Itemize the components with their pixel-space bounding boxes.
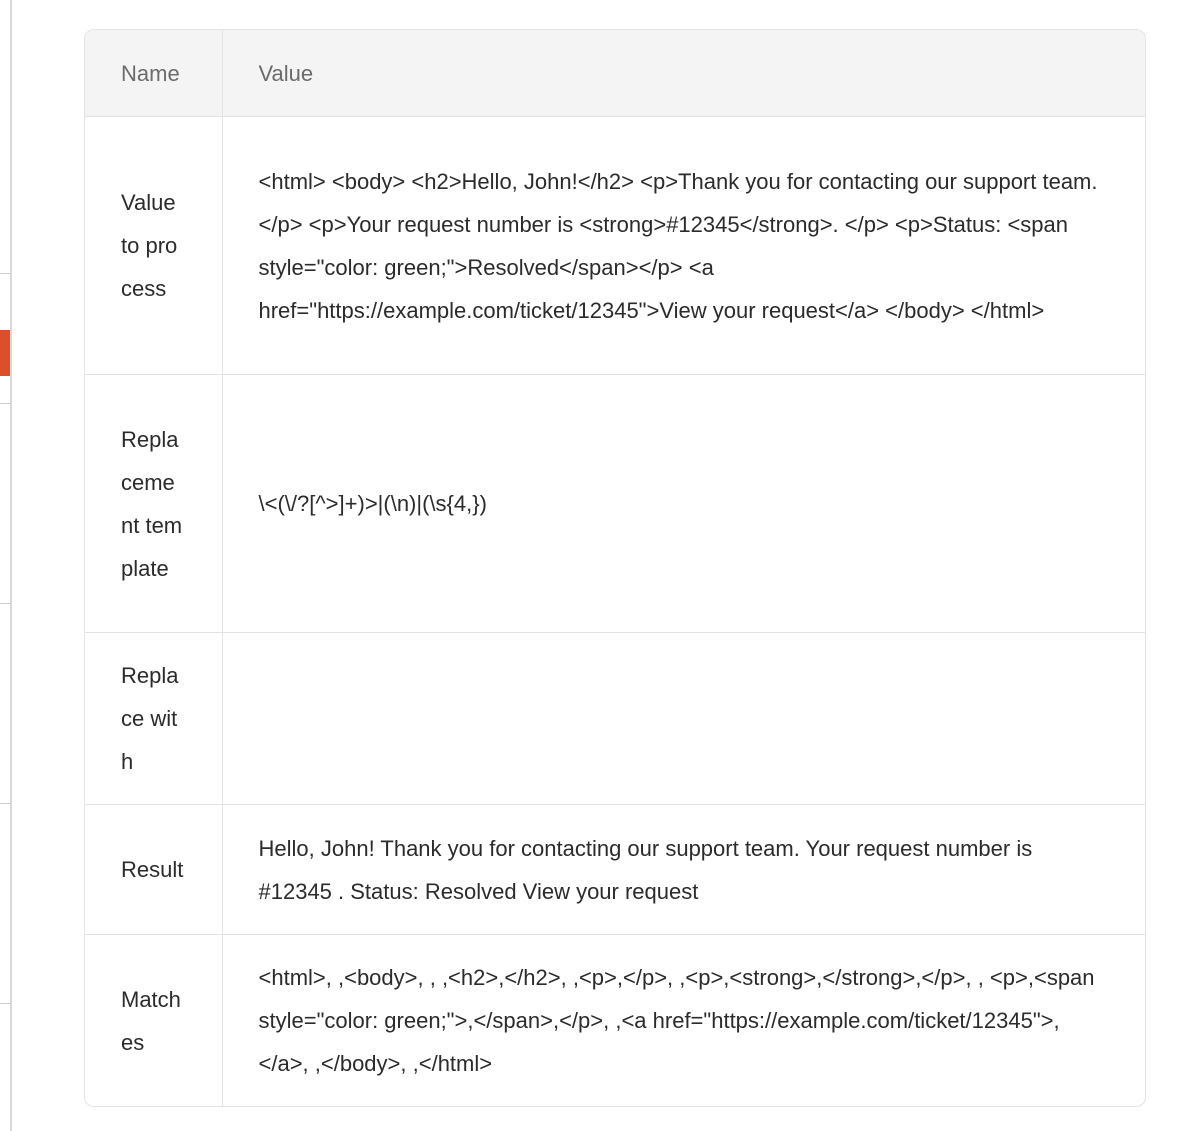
row-name: Replacement template [85,375,222,633]
table-row [85,805,1145,935]
row-name: Result [85,805,222,935]
table-row [85,935,1145,1107]
row-value [222,633,1145,805]
divider [0,1003,10,1004]
parameters-table-card [84,29,1146,1107]
column-header-value: Value [222,30,1145,117]
row-name: Value to process [85,117,222,375]
table-header-row [85,30,1145,117]
table-row [85,117,1145,375]
row-value: \<(\/?[^>]+)>|(\n)|(\s{4,}) [222,375,1145,633]
row-value: <html>, ,<body>, , ,<h2>,</h2>, ,<p>,</p>, ,<p>,<strong>,</strong>,</p>, , <p>,<span style="color: green;">,</span>,</p>, ,<a href="https://example.com/ticket/12345">,</a>, ,</body>, ,</html> [258,965,1095,1076]
column-header-name: Name [85,30,222,117]
row-name: Matches [85,935,222,1107]
background-page-edge [0,0,12,1131]
divider [0,603,10,604]
table-row [85,375,1145,633]
background-accent-block [0,330,10,376]
parameters-table [85,30,1145,1106]
table-row [85,633,1145,805]
panel-shadow [10,0,12,1131]
row-value: <html> <body> <h2>Hello, John!</h2> <p>Thank you for contacting our support team.</p> <p>Your request number is <strong>#12345</strong>. </p> <p>Status: <span style="color: green;">Resolved</span></p> <a href="https://example.com/ticket/12345">View your request</a> </body> </html> [222,117,1145,375]
row-value: Hello, John! Thank you for contacting our support team. Your request number is #12345 . Status: Resolved View your request [222,805,1145,935]
divider [0,803,10,804]
row-name: Replace with [85,633,222,805]
divider [0,273,10,274]
divider [0,403,10,404]
